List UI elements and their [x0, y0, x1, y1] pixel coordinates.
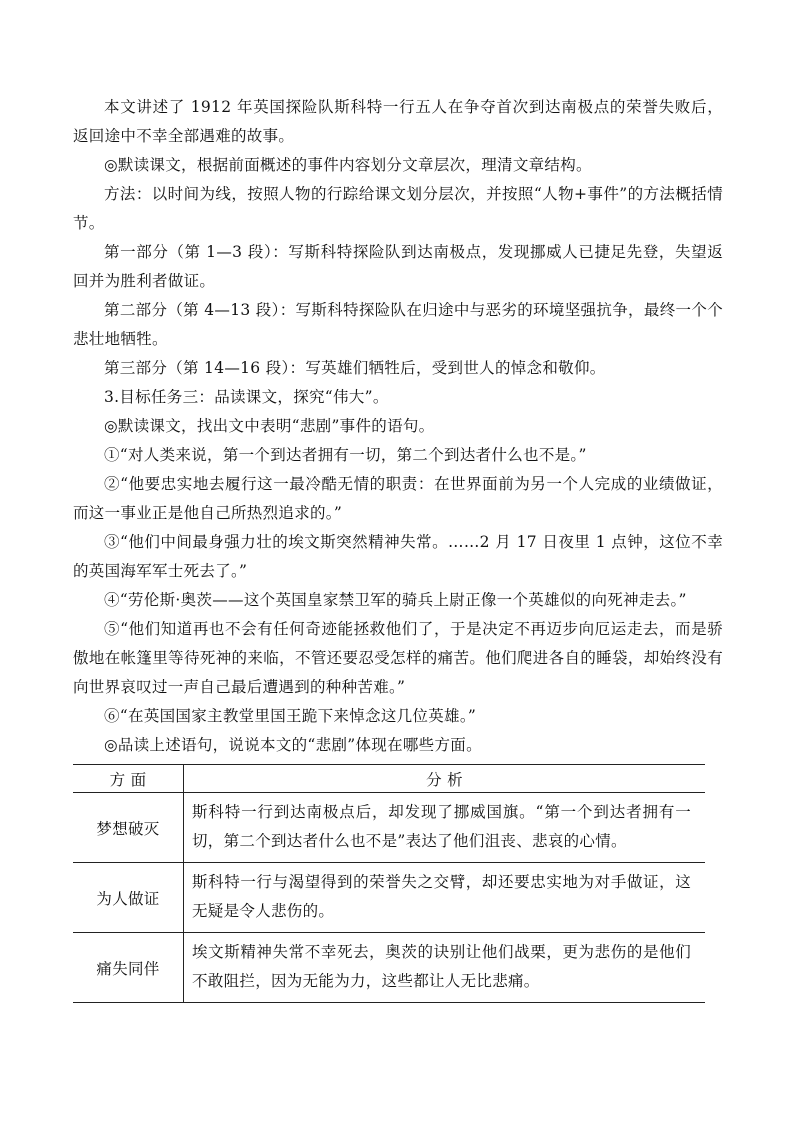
aspect-cell: 痛失同伴 — [73, 933, 184, 1003]
reading-instruction: ◎默读课文，找出文中表明“悲剧”事件的语句。 — [104, 417, 435, 435]
header-analysis: 分 析 — [184, 765, 706, 793]
analysis-cell: 埃文斯精神失常不幸死去，奥茨的诀别让他们战栗，更为悲伤的是他们不敢阻拦，因为无能为力，这些都让人无比悲痛。 — [184, 933, 706, 1003]
quote-4: ④“劳伦斯·奥茨——这个英国皇家禁卫军的骑兵上尉正像一个英雄似的向死神走去。” — [104, 591, 687, 609]
quote-1: ①“对人类来说，第一个到达者拥有一切，第二个到达者什么也不是。” — [104, 446, 587, 464]
goal-task-three: 3.目标任务三：品读课文，探究“伟大”。 — [104, 388, 389, 406]
part-three: 第三部分（第 14—16 段）：写英雄们牺牲后，受到世人的悼念和敬仰。 — [104, 359, 606, 377]
analysis-cell: 斯科特一行到达南极点后，却发现了挪威国旗。“第一个到达者拥有一切，第二个到达者什么也不是”表达了他们沮丧、悲哀的心情。 — [184, 793, 706, 863]
table-header-row — [73, 765, 705, 793]
table-row — [73, 793, 705, 863]
analysis-cell: 斯科特一行与渴望得到的荣誉失之交臂，却还要忠实地为对手做证，这无疑是令人悲伤的。 — [184, 863, 706, 933]
task-instruction: ◎默读课文，根据前面概述的事件内容划分文章层次，理清文章结构。 — [104, 156, 592, 174]
quote-5: ⑤“他们知道再也不会有任何奇迹能拯救他们了，于是决定不再迈步向厄运走去，而是骄傲地在帐篷里等待死神的来临，不管还要忍受怎样的痛苦。他们爬进各自的睡袋，却始终没有向世界哀叹过一声自己最后遭遇到的种种苦难。” — [73, 620, 723, 696]
quote-3: ③“他们中间最身强力壮的埃文斯突然精神失常。……2 月 17 日夜里 1 点钟，这位不幸的英国海军军士死去了。” — [73, 533, 723, 580]
tragedy-table-wrapper — [73, 764, 705, 1003]
document-page — [73, 93, 723, 1003]
table-row — [73, 863, 705, 933]
analysis-instruction: ◎品读上述语句，说说本文的“悲剧”体现在哪些方面。 — [104, 736, 482, 754]
table-row — [73, 933, 705, 1003]
tragedy-analysis-table — [73, 764, 705, 1003]
header-aspect: 方 面 — [73, 765, 184, 793]
method-paragraph: 方法：以时间为线，按照人物的行踪给课文划分层次，并按照“人物+事件”的方法概括情节。 — [73, 185, 723, 232]
quote-2: ②“他要忠实地去履行这一最冷酷无情的职责：在世界面前为另一个人完成的业绩做证，而这一事业正是他自己所热烈追求的。” — [73, 475, 723, 522]
aspect-cell: 为人做证 — [73, 863, 184, 933]
quote-6: ⑥“在英国国家主教堂里国王跪下来悼念这几位英雄。” — [104, 707, 477, 725]
summary-paragraph: 本文讲述了 1912 年英国探险队斯科特一行五人在争夺首次到达南极点的荣誉失败后，返回途中不幸全部遇难的故事。 — [73, 98, 723, 145]
aspect-cell: 梦想破灭 — [73, 793, 184, 863]
part-one: 第一部分（第 1—3 段）：写斯科特探险队到达南极点，发现挪威人已捷足先登，失望返回并为胜利者做证。 — [73, 243, 723, 290]
part-two: 第二部分（第 4—13 段）：写斯科特探险队在归途中与恶劣的环境坚强抗争，最终一个个悲壮地牺牲。 — [73, 301, 723, 348]
